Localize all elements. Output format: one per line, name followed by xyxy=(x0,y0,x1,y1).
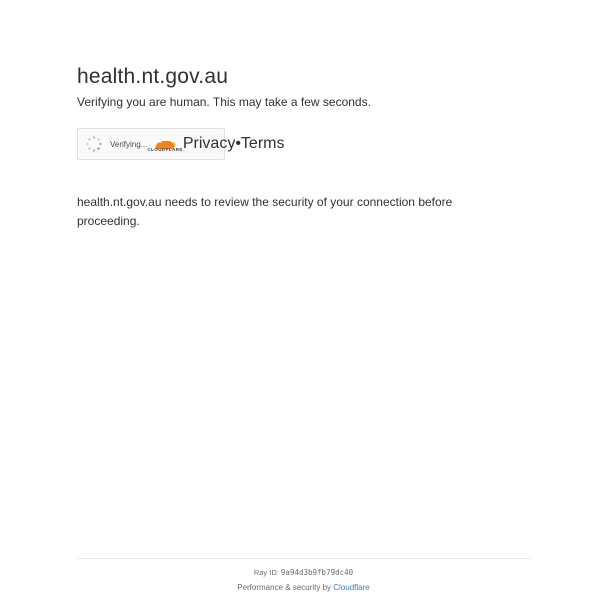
page-title: health.nt.gov.au xyxy=(77,65,229,88)
security-review-text: health.nt.gov.au needs to review the security of your connection before proceeding. xyxy=(77,195,453,228)
cloudflare-wordmark: CLOUDFLARE xyxy=(147,146,183,152)
ray-id-label: Ray ID: xyxy=(253,568,279,577)
cloudflare-footer-link[interactable]: Cloudflare xyxy=(333,583,370,592)
cloudflare-cloud-icon xyxy=(152,137,178,146)
ray-id-line xyxy=(77,568,530,577)
verification-subtitle: Verifying you are human. This may take a few seconds. xyxy=(77,95,371,109)
verifying-spinner-icon xyxy=(85,135,103,153)
cloudflare-brand-link[interactable] xyxy=(147,135,183,154)
privacy-link[interactable]: Privacy xyxy=(182,135,236,152)
footer xyxy=(77,558,530,593)
ray-id-value: 9a94d3b9fb79dc40 xyxy=(280,568,354,577)
verifying-status-label: Verifying... xyxy=(110,139,148,149)
link-separator: • xyxy=(235,135,241,152)
cloudflare-turnstile-widget xyxy=(77,128,285,160)
terms-link[interactable]: Terms xyxy=(240,135,285,152)
performance-text: Performance & security by xyxy=(237,583,332,592)
performance-line xyxy=(77,583,530,593)
